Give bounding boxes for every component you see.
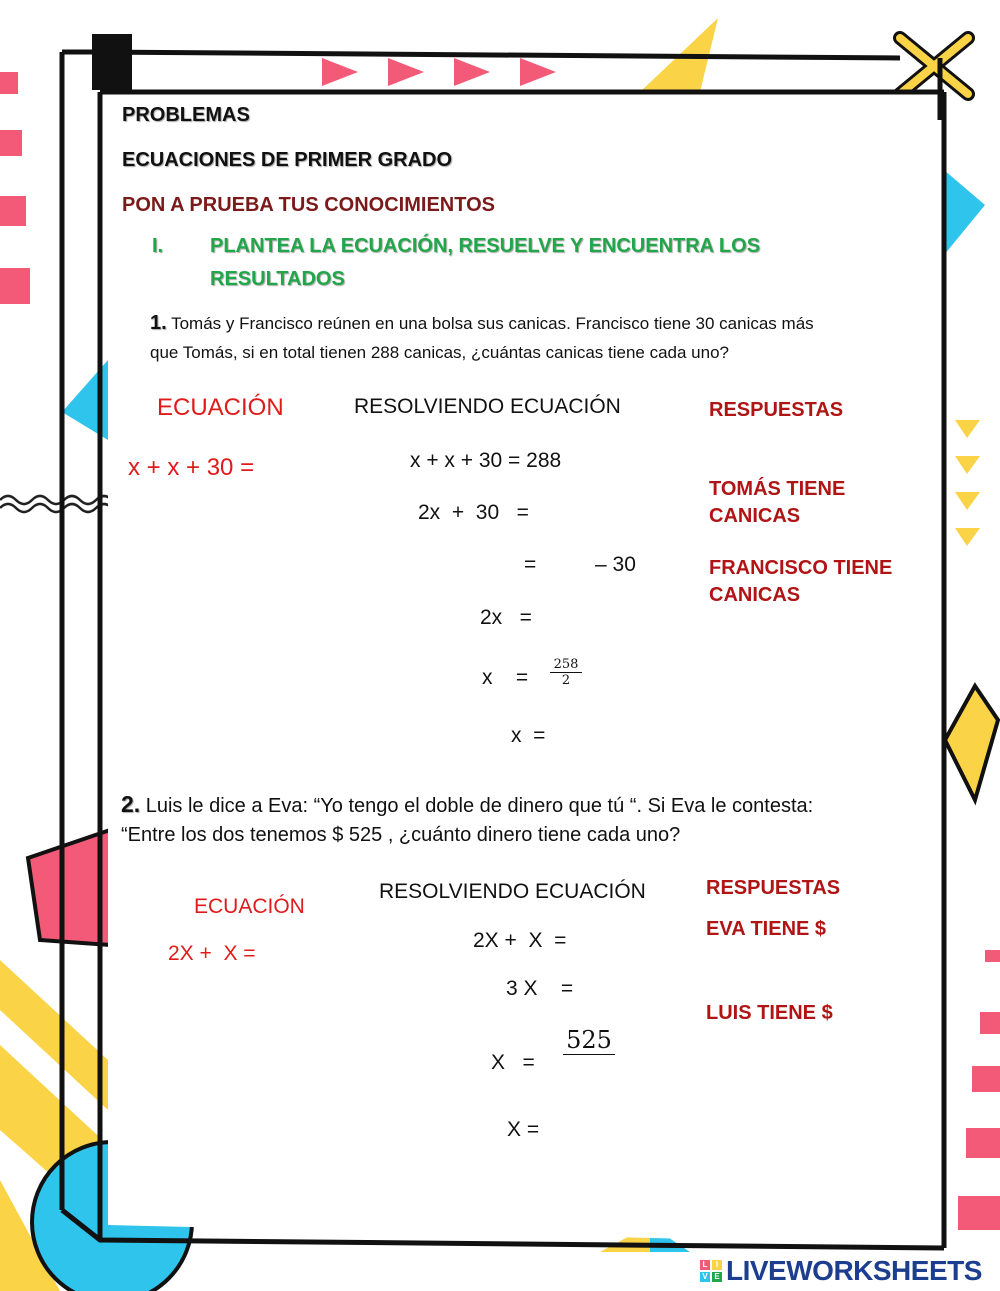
logo-cube-i: I (712, 1260, 722, 1270)
challenge-heading: PON A PRUEBA TUS CONOCIMIENTOS (122, 194, 495, 216)
problem1-answer2-line2[interactable]: CANICAS (709, 584, 801, 606)
problem2-answer2[interactable]: LUIS TIENE $ (706, 1002, 833, 1024)
problem2-answer1[interactable]: EVA TIENE $ (706, 918, 827, 940)
problem1-step3-equals[interactable]: = (524, 553, 537, 576)
problem1-step3-rhs: – 30 (595, 553, 636, 576)
top-left-black-square (92, 34, 132, 90)
problem1-answer1-line2[interactable]: CANICAS (709, 505, 801, 527)
right-yellow-triangles (955, 420, 980, 546)
problem1-number: 1. (150, 312, 167, 334)
logo-cube-v: V (700, 1272, 710, 1282)
problem2-step4[interactable]: X = (507, 1118, 540, 1141)
problem2-step2[interactable]: 3 X = (506, 977, 574, 1000)
problem2-step3-lhs: X = (491, 1051, 535, 1074)
problem1-step5-lhs: x = (482, 666, 529, 689)
problem1-answers-label: RESPUESTAS (709, 399, 844, 421)
section-title-line1: PLANTEA LA ECUACIÓN, RESUELVE Y ENCUENTRA LOS (210, 235, 761, 257)
page-title: PROBLEMAS (122, 104, 250, 126)
problem2-step1[interactable]: 2X + X = (473, 929, 567, 952)
problem2-equation[interactable]: 2X + X = (168, 942, 256, 965)
problem1-text-line1: Tomás y Francisco reúnen en una bolsa sus canicas. Francisco tiene 30 canicas más (166, 314, 814, 333)
problem2-text-line2: “Entre los dos tenemos $ 525 , ¿cuánto dinero tiene cada uno? (121, 824, 681, 846)
problem1-step6[interactable]: x = (511, 724, 546, 747)
problem1-step2[interactable]: 2x + 30 = (418, 501, 529, 524)
problem2-text-line1: Luis le dice a Eva: “Yo tengo el doble de dinero que tú “. Si Eva le contesta: (140, 795, 814, 817)
right-cyan-shape (944, 170, 985, 255)
right-pink-bars (958, 950, 1000, 1230)
problem2-statement (121, 791, 813, 818)
problem1-fraction-denominator: 2 (561, 673, 571, 688)
top-arrows (322, 58, 556, 86)
section-number: I. (152, 235, 164, 257)
logo-cube-e: E (712, 1272, 722, 1282)
problem2-fraction-denominator[interactable] (563, 1055, 615, 1081)
liveworksheets-logo (700, 1256, 982, 1286)
section-title-line2: RESULTADOS (210, 268, 345, 290)
problem1-step1: x + x + 30 = 288 (410, 449, 562, 472)
problem2-fraction-numerator: 525 (563, 1026, 615, 1055)
problem1-equation[interactable]: x + x + 30 = (128, 454, 255, 481)
problem1-solving-label: RESOLVIENDO ECUACIÓN (354, 395, 621, 418)
problem2-number: 2. (121, 791, 141, 817)
problem2-equation-label: ECUACIÓN (194, 895, 305, 918)
problem1-statement (150, 312, 814, 335)
problem2-fraction (563, 1026, 615, 1081)
left-squiggle (0, 496, 112, 504)
left-pink-bars (0, 72, 30, 304)
problem2-answers-label: RESPUESTAS (706, 877, 841, 899)
problem1-text-line2: que Tomás, si en total tienen 288 canicas, ¿cuántas canicas tiene cada uno? (150, 343, 730, 362)
problem1-step4[interactable]: 2x = (480, 606, 532, 629)
logo-text: LIVEWORKSHEETS (726, 1255, 982, 1286)
problem1-fraction (550, 657, 582, 688)
problem1-equation-label: ECUACIÓN (157, 394, 284, 421)
problem2-solving-label: RESOLVIENDO ECUACIÓN (379, 880, 646, 903)
problem1-answer1-line1: TOMÁS TIENE (709, 478, 846, 500)
problem1-answer2-line1: FRANCISCO TIENE (709, 557, 893, 579)
right-yellow-diamond (945, 686, 998, 800)
logo-cube-l: L (700, 1260, 710, 1270)
page-subtitle: ECUACIONES DE PRIMER GRADO (122, 149, 453, 171)
logo-cube-icon (700, 1260, 722, 1282)
problem1-fraction-numerator: 258 (550, 657, 582, 673)
